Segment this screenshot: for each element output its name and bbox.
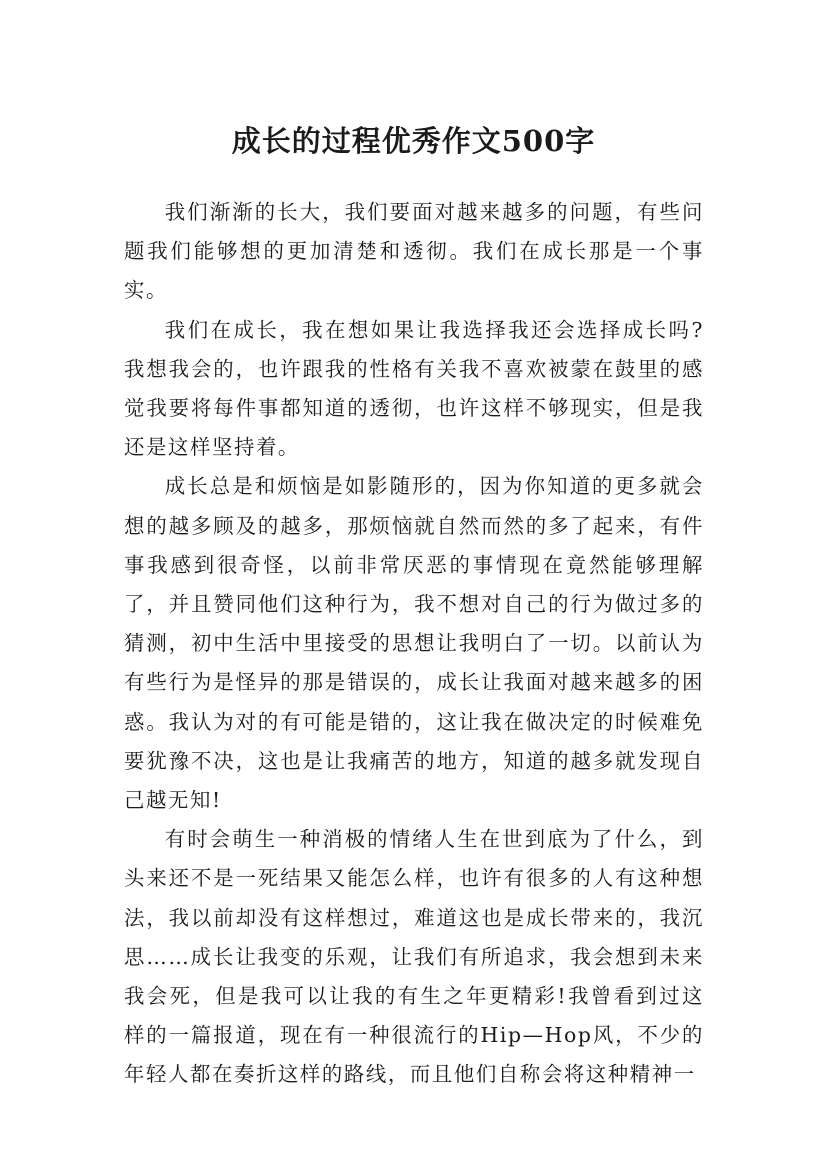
paragraph-1: 我们渐渐的长大，我们要面对越来越多的问题，有些问题我们能够想的更加清楚和透彻。我们在成长那是一个事实。: [124, 200, 704, 303]
paragraph-2: 我们在成长，我在想如果让我选择我还会选择成长吗?我想我会的，也许跟我的性格有关我不喜欢被蒙在鼓里的感觉我要将每件事都知道的透彻，也许这样不够现实，但是我还是这样坚持着。: [124, 317, 704, 460]
paragraph-4: 有时会萌生一种消极的情绪人生在世到底为了什么，到头来还不是一死结果又能怎么样，也许有很多的人有这种想法，我以前却没有这样想过，难道这也是成长带来的，我沉思……成长让我变的乐观，让我们有所追求，我会想到未来我会死，但是我可以让我的有生之年更精彩!我曾看到过这样的一篇报道，现在有一种很流行的Hip—Hop风，不少的年轻人都在奏折这样的路线，而且他们自称会将这种精神一: [124, 827, 704, 1087]
paragraph-3: 成长总是和烦恼是如影随形的，因为你知道的更多就会想的越多顾及的越多，那烦恼就自然而然的多了起来，有件事我感到很奇怪，以前非常厌恶的事情现在竟然能够理解了，并且赞同他们这种行为，我不想对自己的行为做过多的猜测，初中生活中里接受的思想让我明白了一切。以前认为有些行为是怪异的那是错误的，成长让我面对越来越多的困惑。我认为对的有可能是错的，这让我在做决定的时候难免要犹豫不决，这也是让我痛苦的地方，知道的越多就发现自己越无知!: [124, 474, 704, 813]
page-title: 成长的过程优秀作文500字: [231, 124, 596, 159]
essay-body: [124, 193, 704, 1095]
